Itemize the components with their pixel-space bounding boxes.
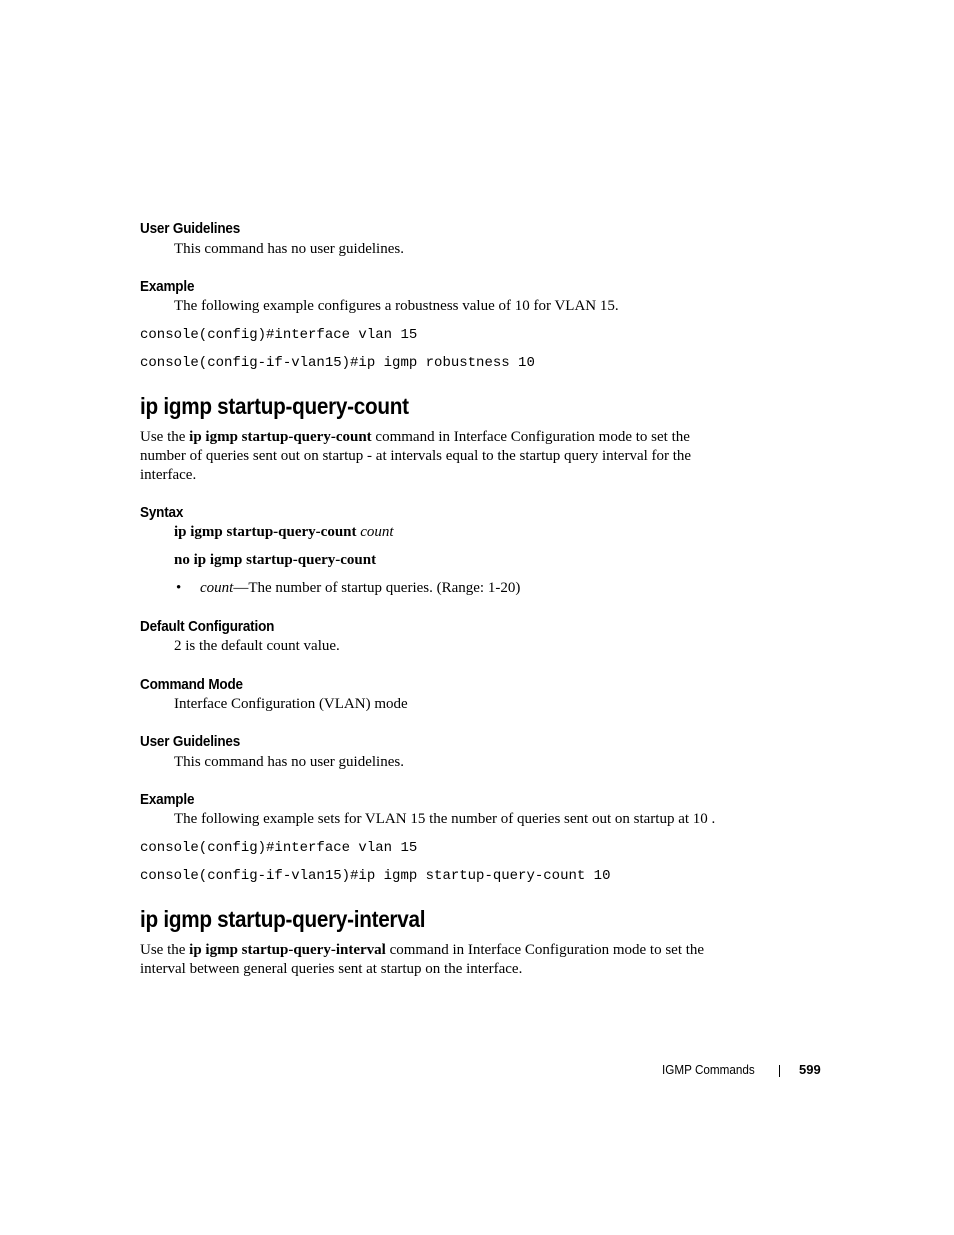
user-guidelines-text: This command has no user guidelines. <box>174 241 404 257</box>
intro-line: interval between general queries sent at startup on the interface. <box>140 961 523 977</box>
syntax-param: count <box>360 524 394 540</box>
syntax-no-command: no ip igmp startup-query-count <box>174 552 377 568</box>
section-intro <box>140 941 740 979</box>
intro-pre: Use the <box>140 429 190 445</box>
bullet-item <box>200 579 520 598</box>
user-guidelines-heading: User Guidelines <box>140 220 241 237</box>
bullet-param: count <box>200 580 234 596</box>
example-heading: Example <box>140 278 195 295</box>
syntax-heading: Syntax <box>140 504 184 521</box>
intro-line: interface. <box>140 467 197 483</box>
intro-line: number of queries sent out on startup - at intervals equal to the startup query interval for the <box>140 448 692 464</box>
intro-post: command in Interface Configuration mode to set the <box>385 942 705 958</box>
syntax-command <box>174 523 394 542</box>
intro-command: ip igmp startup-query-count <box>189 429 372 445</box>
default-configuration-heading: Default Configuration <box>140 618 275 635</box>
code-line: console(config-if-vlan15)#ip igmp startup-query-count 10 <box>140 868 611 884</box>
command-mode-heading: Command Mode <box>140 676 243 693</box>
command-mode-text: Interface Configuration (VLAN) mode <box>174 696 408 712</box>
footer-chapter: IGMP Commands <box>662 1062 755 1077</box>
user-guidelines-text: This command has no user guidelines. <box>174 754 404 770</box>
user-guidelines-heading: User Guidelines <box>140 733 241 750</box>
bullet-text: —The number of startup queries. (Range: 1-20) <box>233 580 521 596</box>
example-heading: Example <box>140 791 195 808</box>
code-line: console(config-if-vlan15)#ip igmp robustness 10 <box>140 355 535 371</box>
intro-pre: Use the <box>140 942 190 958</box>
section-title: ip igmp startup-query-interval <box>140 906 426 932</box>
syntax-cmd: ip igmp startup-query-count <box>174 524 357 540</box>
section-intro <box>140 428 740 485</box>
intro-post: command in Interface Configuration mode to set the <box>371 429 690 445</box>
code-line: console(config)#interface vlan 15 <box>140 327 418 343</box>
section-title: ip igmp startup-query-count <box>140 393 409 419</box>
example-text: The following example sets for VLAN 15 the number of queries sent out on startup at 10 . <box>174 811 716 827</box>
default-configuration-text: 2 is the default count value. <box>174 638 340 654</box>
page-number: 599 <box>799 1062 821 1077</box>
intro-command: ip igmp startup-query-interval <box>189 942 386 958</box>
example-text: The following example configures a robustness value of 10 for VLAN 15. <box>174 298 619 314</box>
code-line: console(config)#interface vlan 15 <box>140 840 418 856</box>
bullet-symbol: • <box>176 580 182 596</box>
footer-divider <box>779 1065 780 1077</box>
